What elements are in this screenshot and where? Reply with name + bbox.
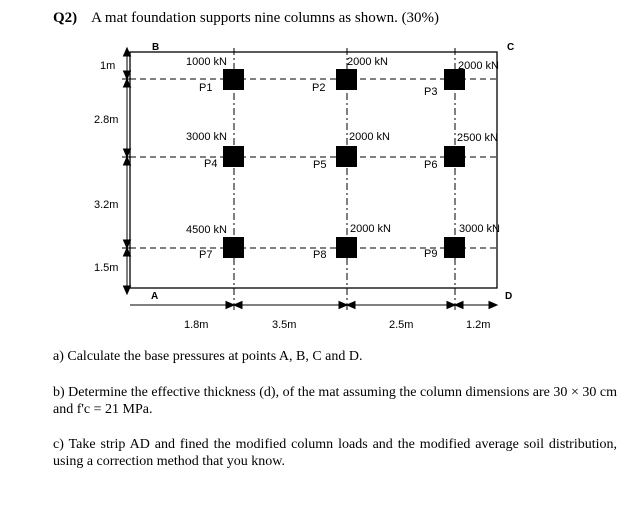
label-p6: P6 (424, 159, 438, 171)
load-p1: 1000 kN (186, 56, 227, 68)
label-p8: P8 (313, 249, 327, 261)
hdim-3: 2.5m (389, 319, 414, 331)
column-p6 (444, 146, 465, 167)
hdim-1: 1.8m (184, 319, 209, 331)
column-p2 (336, 69, 357, 90)
load-p8: 2000 kN (350, 223, 391, 235)
hdim-4: 1.2m (466, 319, 491, 331)
load-p6: 2500 kN (457, 132, 498, 144)
label-p7: P7 (199, 249, 213, 261)
load-p3: 2000 kN (458, 60, 499, 72)
label-p1: P1 (199, 82, 213, 94)
label-p9: P9 (424, 248, 438, 260)
vdim-4: 1.5m (94, 262, 119, 274)
column-p8 (336, 237, 357, 258)
part-b-text: b) Determine the effective thickness (d), of the mat assuming the column dimensions are 30 × 30 cm and f'c = 21 MPa. (53, 385, 617, 417)
column-p4 (223, 146, 244, 167)
question-number: Q2) (53, 10, 78, 26)
horizontal-dimension-line (130, 302, 497, 309)
column-p3 (444, 69, 465, 90)
vdim-2: 2.8m (94, 114, 119, 126)
part-c-text: c) Take strip AD and fined the modified column loads and the modified average soil distribution, using a correction method that you know. (53, 437, 617, 469)
load-p4: 3000 kN (186, 131, 227, 143)
hdim-2: 3.5m (272, 319, 297, 331)
load-p9: 3000 kN (459, 223, 500, 235)
label-p2: P2 (312, 82, 326, 94)
corner-a: A (151, 291, 159, 302)
label-p5: P5 (313, 159, 327, 171)
corner-b: B (152, 42, 160, 53)
corner-d: D (505, 291, 513, 302)
label-p4: P4 (204, 158, 218, 170)
question-statement: A mat foundation supports nine columns as shown. (30%) (91, 10, 440, 26)
vdim-1: 1m (100, 60, 116, 72)
corner-c: C (507, 42, 515, 53)
column-p1 (223, 69, 244, 90)
column-p7 (223, 237, 244, 258)
label-p3: P3 (424, 86, 438, 98)
load-p2: 2000 kN (347, 56, 388, 68)
column-p9 (444, 237, 465, 258)
column-p5 (336, 146, 357, 167)
load-p7: 4500 kN (186, 224, 227, 236)
vdim-3: 3.2m (94, 199, 119, 211)
part-a-text: a) Calculate the base pressures at points A, B, C and D. (53, 349, 363, 364)
load-p5: 2000 kN (349, 131, 390, 143)
